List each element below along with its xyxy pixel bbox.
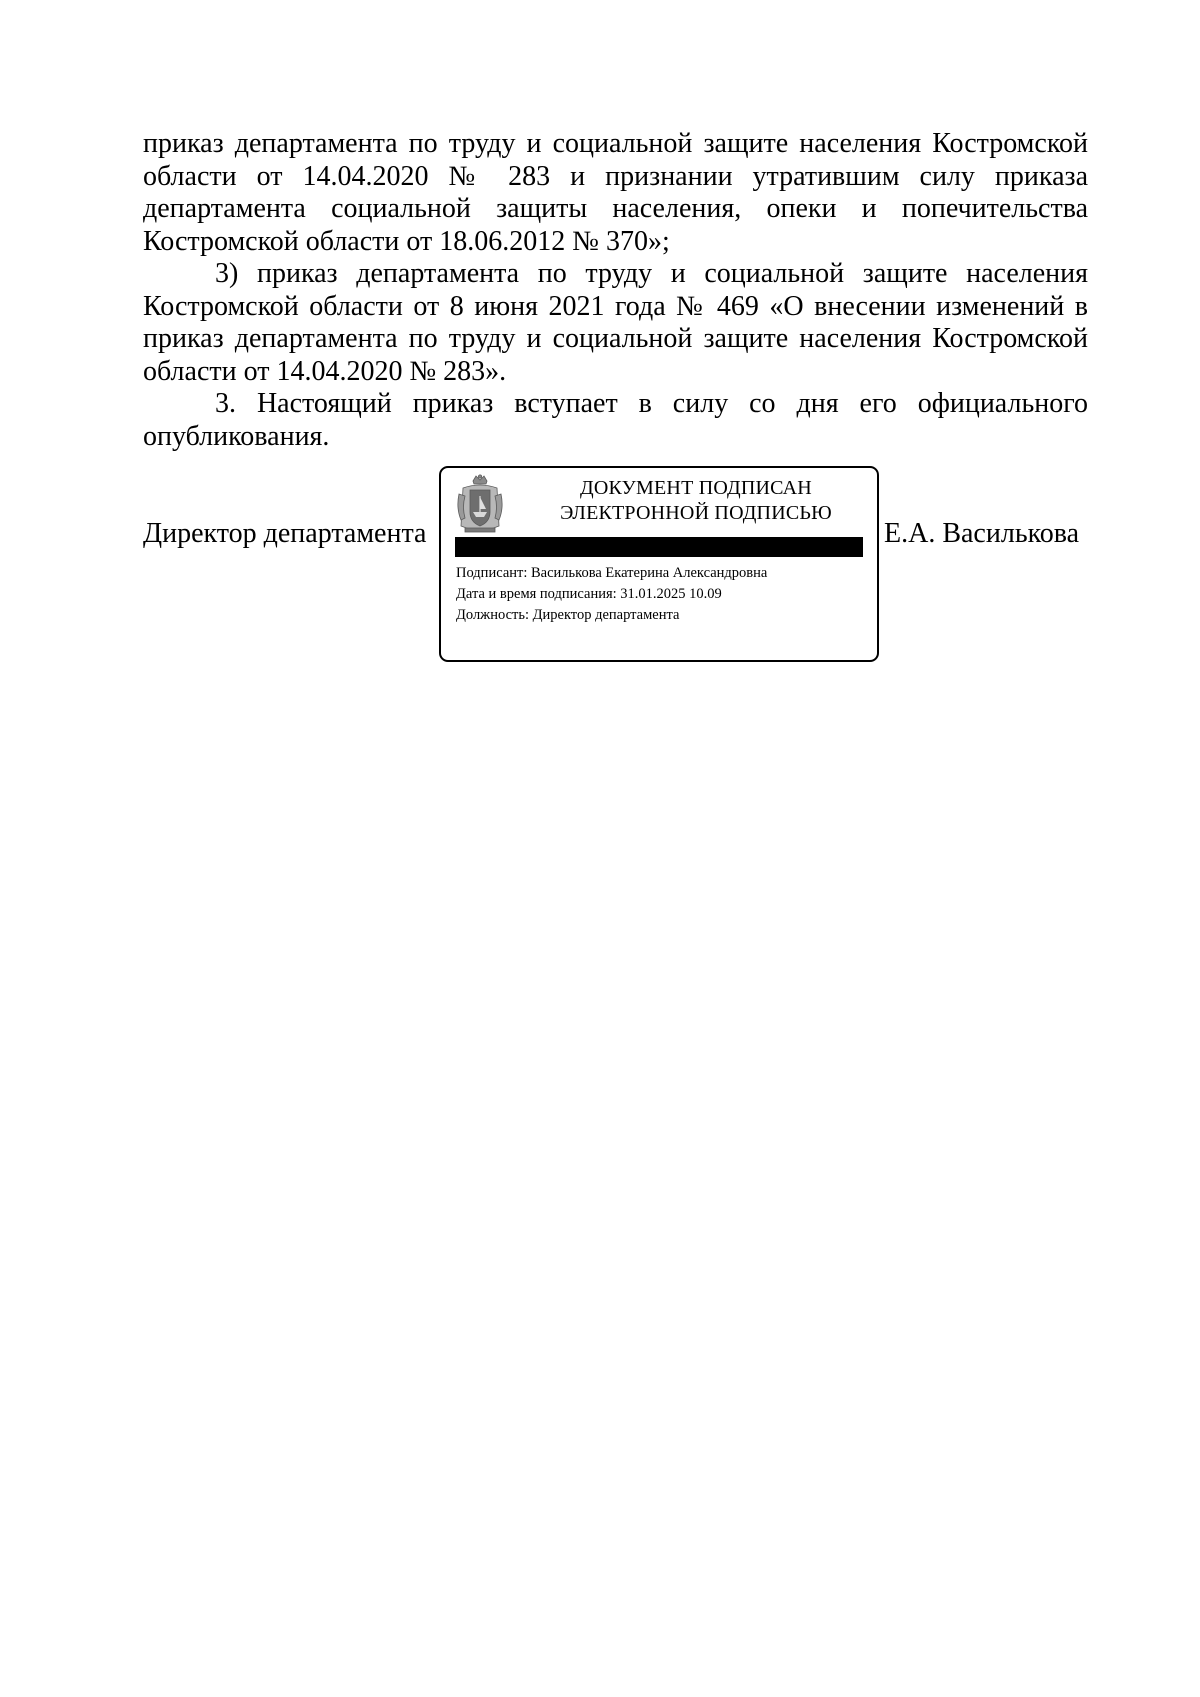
coat-of-arms-icon	[453, 474, 507, 536]
stamp-datetime: Дата и время подписания: 31.01.2025 10.09	[456, 586, 722, 602]
paragraph-continuation: приказ департамента по труду и социальной защите населения Костромской области от 14.04.2020 № 283 и признании утратившим силу приказа департамента социальной защиты населения, опеки и попечительства Костромской области от 18.06.2012 № 370»;	[143, 128, 1088, 257]
stamp-heading-line-1: ДОКУМЕНТ ПОДПИСАН	[580, 477, 812, 499]
signature-block	[0, 0, 1200, 700]
signatory-position: Директор департамента	[143, 518, 427, 549]
stamp-heading-line-2: ЭЛЕКТРОННОЙ ПОДПИСЬЮ	[560, 502, 832, 524]
stamp-details	[456, 563, 767, 626]
paragraph-item-3: 3) приказ департамента по труду и социальной защите населения Костромской области от 8 июня 2021 года № 469 «О внесении изменений в приказ департамента по труду и социальной защите населения Костромской области от 14.04.2020 № 283».	[143, 258, 1088, 387]
paragraph-effective-date: 3. Настоящий приказ вступает в силу со дня его официального опубликования.	[143, 388, 1088, 452]
stamp-heading	[541, 476, 851, 526]
stamp-signer: Подписант: Василькова Екатерина Александровна	[456, 565, 768, 581]
stamp-position: Должность: Директор департамента	[456, 607, 680, 623]
electronic-signature-stamp	[439, 466, 879, 662]
signatory-name: Е.А. Василькова	[884, 518, 1080, 549]
redacted-certificate-bar	[455, 537, 863, 557]
